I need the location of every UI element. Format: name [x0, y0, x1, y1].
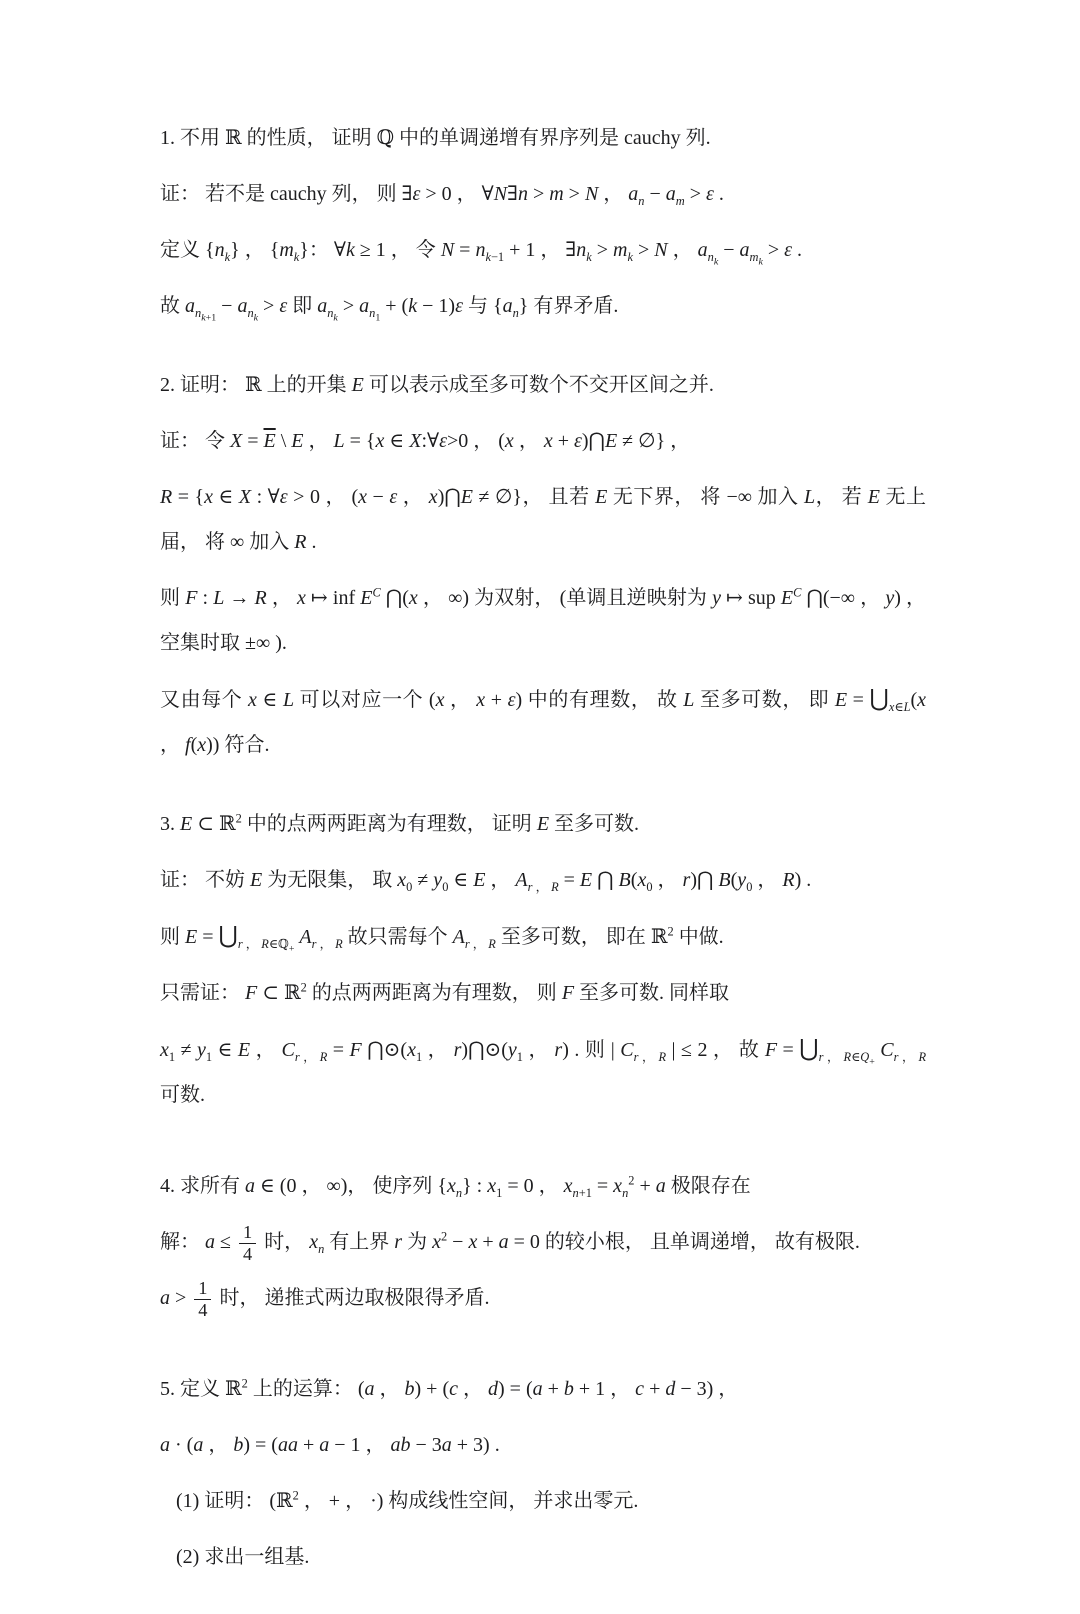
problem-2-proof-line-3: 则 F : L → R ， x ↦ inf $E^C$ ⋂(x ， ∞) 为双射， (单调且逆映射为 y ↦ sup $E^C$ ⋂(−∞ ， y) ， 空集时取 ±∞ ).: [160, 585, 927, 654]
problem-1-proof-line-1: 证： 若不是 cauchy 列， 则 ∃ε > 0 ， ∀N∃n > m > N ， $a_n - a_m > \varepsilon$ .: [160, 183, 724, 208]
problem-3-proof-line-3: 只需证： F ⊂ ℝ$^2$ 的点两两距离为有理数， 则 F 至多可数. 同样取: [160, 980, 730, 1004]
problem-2: [160, 363, 926, 768]
problem-1-proof-line-3: 故 $a_{n_{k+1}} - a_{n_k} > \varepsilon$ 即 $a_{n_k} > a_{n_1} + (k - 1)\varepsilon$ 与 $\{a_n\}$ 有界矛盾.: [160, 295, 619, 324]
problem-3-statement: 3. E ⊂ ℝ$^2$ 中的点两两距离为有理数， 证明 E 至多可数.: [160, 811, 640, 835]
problem-2-proof-line-4: 又由每个 x ∈ L 可以对应一个 (x ， x + ε) 中的有理数， 故 L 至多可数， 即 $E = ⋃_{x\in L}(x$ ， f(x)) 符合.: [160, 686, 927, 756]
problem-5: [160, 1367, 926, 1580]
problem-5-subquestion-1: (1) 证明： (ℝ$^2$ ， + ， ·) 构成线性空间， 并求出零元.: [176, 1488, 639, 1512]
problem-5-statement: 5. 定义 ℝ$^2$ 上的运算： (a ， b) + (c ， d) = (a + b + 1 ， c + d − 3) ，: [160, 1376, 739, 1400]
problem-1: [160, 116, 926, 329]
problem-5-operation-line: a · (a ， b) = (aa + a − 1 ， ab − 3a + 3) .: [160, 1434, 500, 1456]
problem-1-proof-line-2: 定义 $\{n_k\}$ ， $\{m_k\}$： ∀k ≥ 1 ， 令 $N = n_{k-1} + 1$ ， $\exists n_k > m_k > N$ ， $a_{n_k} - a_{m_k} > \varepsilon$ .: [160, 239, 803, 268]
problem-2-proof-line-2: R = {x ∈ X : ∀ε > 0 ， (x − ε ， x)⋂E ≠ ∅}， 且若 E 无下界， 将 −∞ 加入 L， 若 E 无上届， 将 ∞ 加入 R .: [160, 486, 926, 553]
problem-3: [160, 802, 926, 1118]
problem-4-solution-line-2: a > $\frac{1}{4}$ 时， 递推式两边取极限得矛盾.: [160, 1278, 490, 1320]
solutions-content: [160, 116, 926, 1614]
problem-5-subquestion-2: (2) 求出一组基.: [176, 1546, 310, 1568]
problem-1-statement: 1. 不用 ℝ 的性质， 证明 ℚ 中的单调递增有界序列是 cauchy 列.: [160, 127, 711, 149]
problem-3-proof-line-2: 则 $E = ⋃_{r , R\in ℚ_+}$ $A_{r , R}$ 故只需每个 $A_{r , R}$ 至多可数， 即在 ℝ$^2$ 中做.: [160, 923, 724, 955]
problem-4: [160, 1164, 926, 1321]
problem-4-statement: 4. 求所有 a ∈ (0 ， ∞)， 使序列 $\{x_n\}$ : $x_1 = 0$ ， $x_{n+1} = x_n^2 + a$ 极限存在: [160, 1173, 751, 1200]
problem-2-proof-line-1: 证： 令 $X = \overline{E}$ \ E ， L = {x ∈ X:∀ε>0 ， (x ， x + ε)⋂E ≠ ∅} ，: [160, 430, 691, 452]
problem-3-proof-line-4: $x_1 \ne y_1$ ∈ E ， $C_{r , R} = F$ $⋂⊙(x_1$ ， $r)⋂⊙(y_1$ ， r) . 则 | $C_{r , R}$ | ≤ 2 ， 故 $F = ⋃_{r , R\in Q_+}$ $C_{r , R}$ 可数.: [160, 1036, 927, 1106]
problem-3-proof-line-1: 证： 不妨 E 为无限集， 取 $x_0 \ne y_0$ ∈ E ， $A_{r , R} = E$ ⋂ $B(x_0$ ， r)⋂ $B(y_0$ ， R) .: [160, 869, 812, 894]
problem-4-solution-line-1: 解： a ≤ $\frac{1}{4}$ 时， $x_n$ 有上界 r 为 $x^2 - x + a = 0$ 的较小根， 且单调递增， 故有极限.: [160, 1222, 860, 1264]
problem-2-statement: 2. 证明： ℝ 上的开集 E 可以表示成至多可数个不交开区间之并.: [160, 374, 714, 396]
